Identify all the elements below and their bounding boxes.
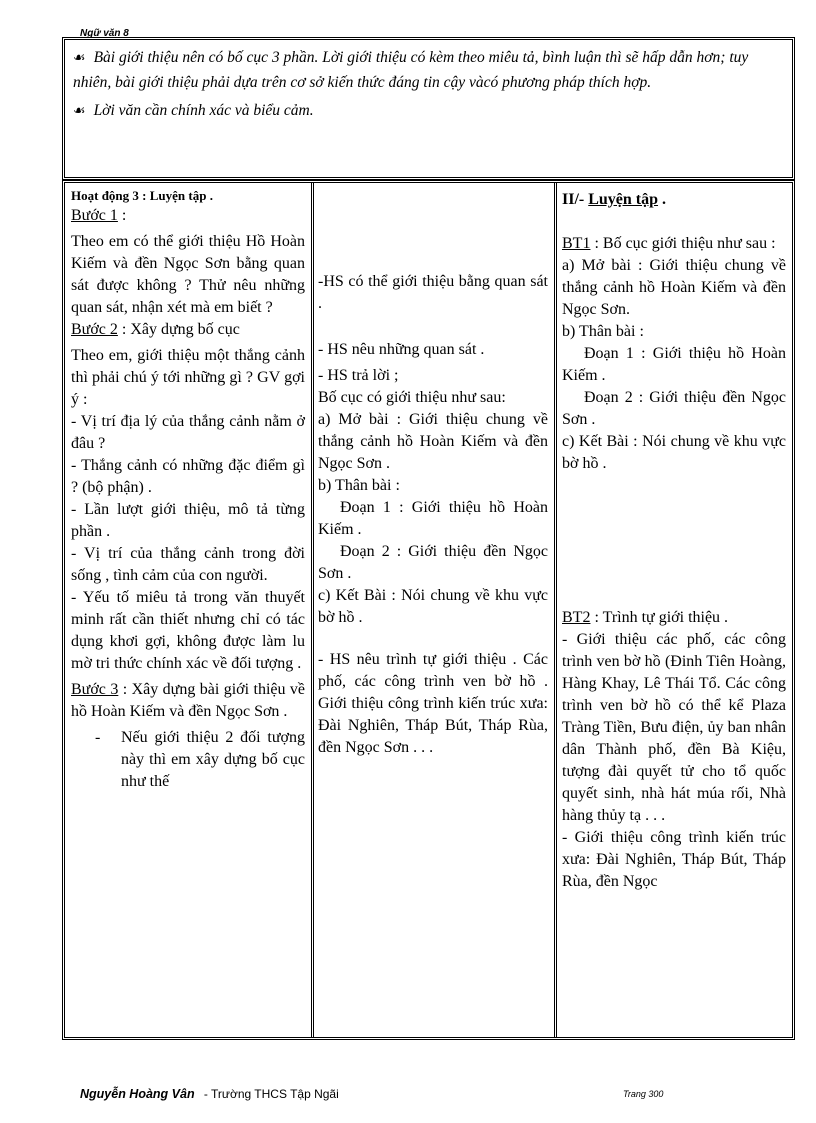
note-item xyxy=(73,46,784,95)
student-activity-column xyxy=(314,183,557,1037)
hint-item: - Yếu tố miêu tả trong văn thuyết minh rất cần thiết nhưng chỉ có tác dụng khơi gợi, không được làm lu mờ tri thức chính xác về đối tượng . xyxy=(71,589,305,672)
hint-item: - Vị trí của thắng cảnh trong đời sống , tình cảm của con người. xyxy=(71,545,305,584)
dash-bullet: - xyxy=(95,729,101,746)
flourish-bullet-icon: ☙ xyxy=(73,51,86,66)
outline-body: b) Thân bài : xyxy=(318,477,400,494)
notes-box xyxy=(62,37,795,180)
note-text: Bài giới thiệu nên có bố cục 3 phần. Lời giới thiệu có kèm theo miêu tả, bình luận thì sẽ hấp dẫn hơn; tuy nhiên, bài giới thiệu phải dựa trên cơ sở kiến thức đáng tin cậy vàcó phương pháp thích hợp. xyxy=(73,49,749,91)
step1-suffix: : xyxy=(117,207,127,224)
outline-conclusion: c) Kết Bài : Nói chung về khu vực bờ hồ . xyxy=(318,587,548,626)
outline-intro: a) Mở bài : Giới thiệu chung về thắng cảnh hồ Hoàn Kiếm và đền Ngọc Sơn. xyxy=(562,257,786,318)
page-number: Trang 300 xyxy=(623,1089,664,1099)
student-answer: - HS trả lời ; xyxy=(318,367,399,384)
outline-paragraph: Đoạn 2 : Giới thiệu đền Ngọc Sơn . xyxy=(562,389,786,428)
bt1-text: : Bố cục giới thiệu như sau : xyxy=(590,235,776,252)
section-heading-prefix: II/- xyxy=(562,191,589,208)
author-name: Nguyễn Hoàng Vân xyxy=(80,1087,195,1101)
step2-label: Bước 2 xyxy=(71,321,118,338)
section-heading-suffix: . xyxy=(658,191,667,208)
note-item xyxy=(73,99,784,124)
activity-title: Hoạt động 3 : Luyện tập . xyxy=(71,188,213,203)
step2-question: Theo em, giới thiệu một thắng cảnh thì phải chú ý tới những gì ? GV gợi ý : xyxy=(71,347,305,408)
bt2-label: BT2 xyxy=(562,609,591,626)
bt1-heading xyxy=(562,233,786,255)
bt1-label: BT1 xyxy=(562,235,591,252)
hint-item: - Vị trí địa lý của thắng cảnh nằm ở đâu ? xyxy=(71,413,305,452)
section-heading xyxy=(562,189,786,211)
step1-label: Bước 1 xyxy=(71,207,118,224)
step3-question-text: Nếu giới thiệu 2 đối tượng này thì em xây dựng bố cục như thế xyxy=(121,729,305,790)
teacher-activity-column xyxy=(65,183,314,1037)
outline-paragraph: Đoạn 1 : Giới thiệu hồ Hoàn Kiếm . xyxy=(318,499,548,538)
page-footer xyxy=(80,1087,720,1101)
lesson-table xyxy=(62,180,795,1040)
step3-question xyxy=(71,727,305,793)
outline-body: b) Thân bài : xyxy=(562,323,644,340)
bt2-item: - Giới thiệu công trình kiến trúc xưa: Đài Nghiên, Tháp Bút, Tháp Rùa, đền Ngọc xyxy=(562,829,786,890)
student-answer: - HS nêu trình tự giới thiệu . Các phố, các công trình ven bờ hồ . Giới thiệu công trình kiến trúc xưa: Đài Nghiên, Tháp Bút, Tháp Rùa, đền Ngọc Sơn . . . xyxy=(318,651,548,756)
step3-label: Bước 3 xyxy=(71,681,119,698)
step1-question: Theo em có thể giới thiệu Hồ Hoàn Kiếm và đền Ngọc Sơn bằng quan sát được không ? Thử nêu những quan sát, nhận xét mà em biết ? xyxy=(71,233,305,316)
outline-conclusion: c) Kết Bài : Nói chung về khu vực bờ hồ . xyxy=(562,433,786,472)
outline-paragraph: Đoạn 2 : Giới thiệu đền Ngọc Sơn . xyxy=(318,543,548,582)
student-answer: Bố cục có giới thiệu như sau: xyxy=(318,389,506,406)
hint-item: - Lần lượt giới thiệu, mô tả từng phần . xyxy=(71,501,305,540)
outline-paragraph: Đoạn 1 : Giới thiệu hồ Hoàn Kiếm . xyxy=(562,345,786,384)
step1-heading xyxy=(71,205,305,227)
flourish-bullet-icon: ☙ xyxy=(73,104,86,119)
student-answer: -HS có thể giới thiệu bằng quan sát . xyxy=(318,273,548,312)
step3-heading xyxy=(71,679,305,723)
subject-header: Ngữ văn 8 xyxy=(80,28,129,39)
step2-text: : Xây dựng bố cục xyxy=(117,321,240,338)
step2-heading xyxy=(71,319,305,341)
outline-intro: a) Mở bài : Giới thiệu chung về thắng cảnh hồ Hoàn Kiếm và đền Ngọc Sơn . xyxy=(318,411,548,472)
bt2-text: : Trình tự giới thiệu . xyxy=(590,609,729,626)
school-name: - Trường THCS Tập Ngãi xyxy=(200,1087,339,1101)
student-answer: - HS nêu những quan sát . xyxy=(318,341,485,358)
step3-text: : Xây dựng bài giới thiệu về hồ Hoàn Kiếm và đền Ngọc Sơn . xyxy=(71,681,306,720)
note-text: Lời văn cần chính xác và biểu cảm. xyxy=(93,102,314,119)
hint-item: - Thắng cảnh có những đặc điểm gì ? (bộ phận) . xyxy=(71,457,305,496)
bt2-item: - Giới thiệu các phố, các công trình ven bờ hồ (Đinh Tiên Hoàng, Hàng Khay, Lê Thái Tổ. Các công trình ven bờ hồ có thể kể Plaza Tràng Tiền, Bưu điện, ủy ban nhân dân Thành phố, đền Bà Kiệu, tượng đài quyết tử cho tổ quốc quyết sinh, nhà hát múa rối, Nhà hàng thủy tạ . . . xyxy=(562,631,786,824)
bt2-heading xyxy=(562,607,786,629)
content-column xyxy=(557,183,792,1037)
section-heading-label: Luyện tập xyxy=(588,191,659,208)
